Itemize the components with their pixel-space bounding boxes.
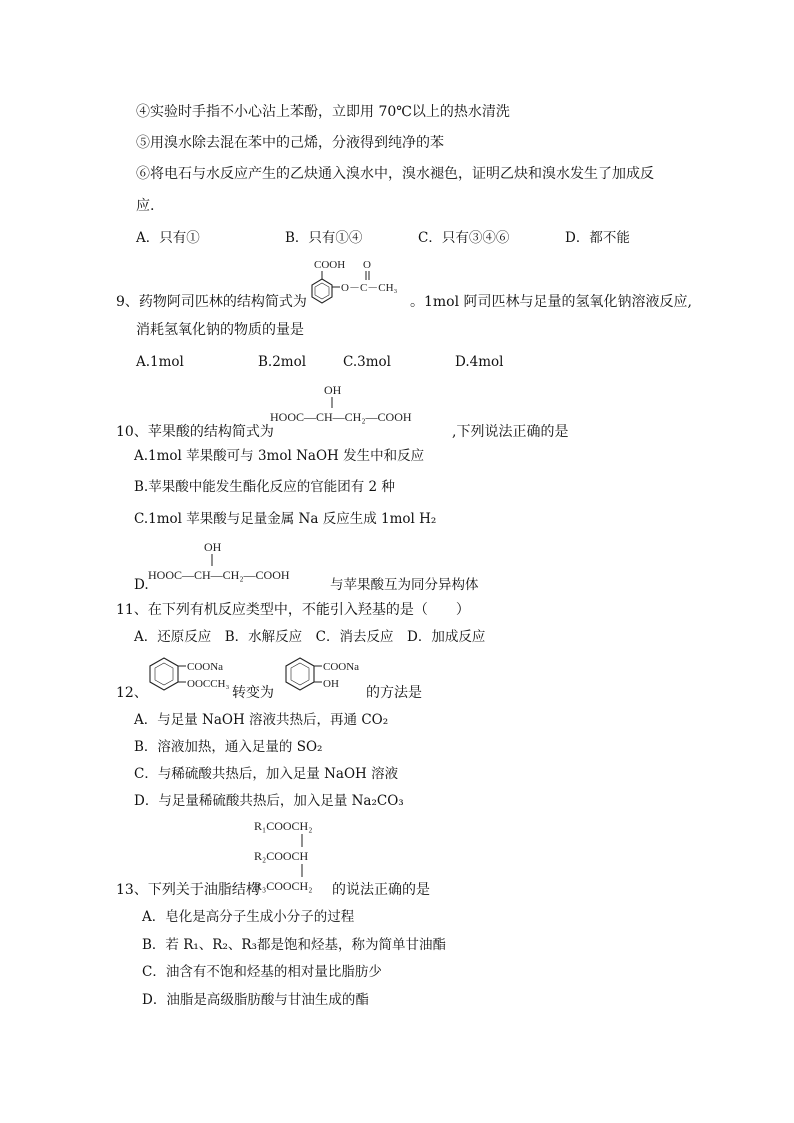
q8-item-6-line2: 应. [136, 198, 155, 214]
q8-item-6-line1: ⑥将电石与水反应产生的乙炔通入溴水中，溴水褪色，证明乙炔和溴水发生了加成反 [136, 166, 654, 182]
salicylate-top: COONa [323, 661, 360, 673]
q9-option-c: C.3mol [343, 354, 391, 370]
q10-option-d-prefix: D. [134, 577, 149, 593]
acetylsalicylate-top: COONa [187, 661, 224, 673]
q10-stem-suffix: ,下列说法正确的是 [452, 424, 569, 440]
q11-stem: 11、在下列有机反应类型中，不能引入羟基的是（ ） [116, 602, 470, 618]
glyceride-line2: R₂COOCH [254, 849, 309, 863]
malic-acid-chain: HOOC—CH—CH₂—COOH [270, 410, 412, 424]
q9-stem-suffix: 。1mol 阿司匹林与足量的氢氧化钠溶液反应, [410, 294, 692, 310]
q12-middle: 转变为 [232, 685, 274, 701]
q12-option-c: C．与稀硫酸共热后，加入足量 NaOH 溶液 [134, 766, 399, 782]
q8-item-5: ⑤用溴水除去混在苯中的己烯，分液得到纯净的苯 [136, 135, 444, 151]
q8-option-a: A．只有① [136, 230, 200, 246]
q12-stem-prefix: 12、 [116, 685, 148, 701]
aspirin-cooh-label: COOH [314, 259, 346, 271]
malic-acid-isomer-structure [146, 538, 328, 584]
isomer-chain: HOOC—CH—CH₂—COOH [148, 568, 290, 582]
q10-option-d-suffix: 与苹果酸互为同分异构体 [330, 577, 479, 593]
q8-option-b: B．只有①④ [285, 230, 363, 246]
isomer-oh: OH [204, 540, 222, 554]
acetylsalicylate-bottom: OOCCH₃ [187, 678, 230, 690]
q9-stem-line2: 消耗氢氧化钠的物质的量是 [136, 322, 304, 338]
q10-option-a: A.1mol 苹果酸可与 3mol NaOH 发生中和反应 [134, 448, 425, 464]
aspirin-ester-label: O－C－CH₃ [341, 282, 398, 294]
glyceride-structure [252, 816, 340, 894]
q8-option-d: D．都不能 [565, 230, 630, 246]
q9-option-d: D.4mol [455, 354, 504, 370]
q13-option-c: C．油含有不饱和烃基的相对量比脂肪少 [142, 964, 382, 980]
malic-acid-oh: OH [324, 383, 342, 397]
q8-item-4: ④实验时手指不小心沾上苯酚，立即用 70℃以上的热水清洗 [136, 104, 510, 120]
q10-stem-prefix: 10、苹果酸的结构简式为 [116, 424, 274, 440]
q12-option-d: D．与足量稀硫酸共热后，加入足量 Na₂CO₃ [134, 793, 404, 809]
q12-option-a: A．与足量 NaOH 溶液共热后，再通 CO₂ [134, 712, 389, 728]
acetylsalicylate-structure [142, 656, 240, 698]
q10-option-b: B.苹果酸中能发生酯化反应的官能团有 2 种 [134, 479, 395, 495]
aspirin-carbonyl-o: O [363, 259, 371, 271]
q9-option-b: B.2mol [258, 354, 307, 370]
q11-options: A．还原反应 B．水解反应 C．消去反应 D．加成反应 [134, 629, 486, 645]
salicylate-bottom: OH [323, 678, 339, 690]
q13-stem-suffix: 的说法正确的是 [332, 882, 430, 898]
q13-stem-prefix: 13、下列关于油脂结构 [116, 882, 260, 898]
q12-stem-suffix: 的方法是 [366, 685, 422, 701]
salicylate-structure [278, 656, 370, 698]
q13-option-b: B．若 R₁、R₂、R₃都是饱和烃基，称为简单甘油酯 [142, 937, 446, 953]
glyceride-line1: R₁COOCH₂ [254, 819, 313, 833]
q9-stem-prefix: 9、药物阿司匹林的结构简式为 [116, 294, 307, 310]
malic-acid-structure [268, 382, 448, 428]
q9-option-a: A.1mol [136, 354, 184, 370]
q12-option-b: B．溶液加热，通入足量的 SO₂ [134, 739, 323, 755]
q13-option-d: D．油脂是高级脂肪酸与甘油生成的酯 [142, 992, 369, 1008]
q8-option-c: C．只有③④⑥ [418, 230, 510, 246]
glyceride-line3: R₃COOCH₂ [254, 879, 313, 893]
aspirin-structure [300, 254, 412, 310]
q13-option-a: A．皂化是高分子生成小分子的过程 [142, 909, 355, 925]
q10-option-c: C.1mol 苹果酸与足量金属 Na 反应生成 1mol H₂ [134, 511, 437, 527]
